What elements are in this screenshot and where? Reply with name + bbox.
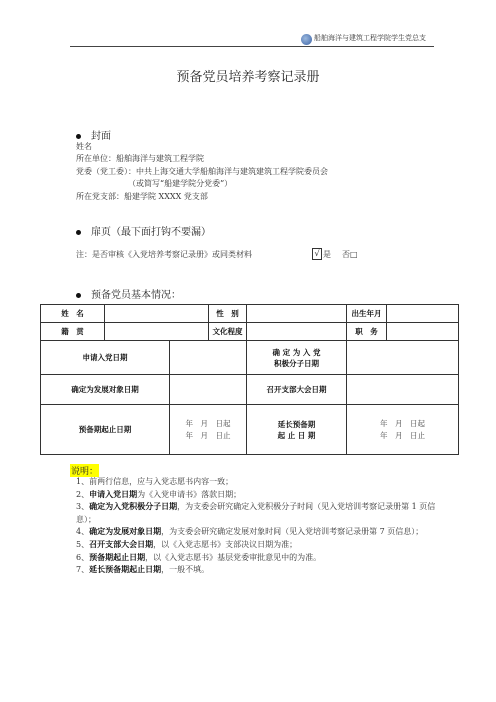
branch-meeting-date-label: 召开支部大会日期 bbox=[247, 375, 347, 405]
ext-start-date: 年 月 日起 bbox=[380, 418, 425, 428]
name-label: 姓 名 bbox=[41, 305, 105, 323]
note-item: 4、确定为发展对象日期，为支委会研究确定发展对象时间（见入党培训考察记录册第 7 页信息）； bbox=[76, 527, 424, 537]
cover-branch: 所在党支部：船建学院 XXXX 党支部 bbox=[76, 192, 208, 201]
school-logo-icon bbox=[301, 34, 312, 45]
birth-label: 出生年月 bbox=[347, 305, 387, 323]
name-value[interactable] bbox=[105, 305, 209, 323]
gender-value[interactable] bbox=[247, 305, 347, 323]
ext-period-label-line2: 起 止 日 期 bbox=[277, 430, 316, 440]
bullet-icon bbox=[76, 230, 81, 235]
section-cover-heading: 封面 bbox=[91, 131, 111, 142]
prob-start-date: 年 月 日起 bbox=[185, 418, 231, 428]
branch-meeting-date-value[interactable] bbox=[347, 375, 459, 405]
note-item: 5、召开支部大会日期，以《入党志愿书》支部决议日期为准； bbox=[76, 539, 298, 549]
prob-end-date: 年 月 日止 bbox=[185, 430, 231, 440]
yes-checkbox[interactable] bbox=[312, 248, 322, 260]
header-rule bbox=[70, 46, 434, 47]
native-value[interactable] bbox=[105, 323, 209, 341]
activist-date-value[interactable] bbox=[347, 341, 459, 375]
ext-end-date: 年 月 日止 bbox=[380, 430, 425, 440]
education-value[interactable] bbox=[247, 323, 347, 341]
position-value[interactable] bbox=[387, 323, 459, 341]
page-title: 预备党员培养考察记录册 bbox=[176, 70, 320, 85]
flyleaf-note: 注：是否审核《入党培养考察记录册》或同类材料 bbox=[76, 250, 252, 259]
note-item: 2、申请入党日期为《入党申请书》落款日期； bbox=[76, 489, 242, 499]
gender-label: 性 别 bbox=[209, 305, 247, 323]
section-basic bbox=[76, 286, 181, 301]
native-label: 籍 贯 bbox=[41, 323, 105, 341]
activist-date-label-line1: 确 定 为 入 党 bbox=[272, 347, 321, 357]
prob-period-value[interactable] bbox=[170, 405, 247, 455]
ext-period-label bbox=[247, 405, 347, 455]
education-label: 文化程度 bbox=[209, 323, 247, 341]
notes-list bbox=[76, 476, 436, 577]
basic-info-table bbox=[40, 304, 459, 455]
cover-unit: 所在单位：船舶海洋与建筑工程学院 bbox=[76, 154, 204, 163]
dev-target-date-label: 确定为发展对象日期 bbox=[41, 375, 170, 405]
cover-committee-abbr: （或简写“船建学院分党委”） bbox=[128, 179, 233, 188]
apply-date-label: 申请入党日期 bbox=[41, 341, 170, 375]
note-item: 6、预备期起止日期，以《入党志愿书》基层党委审批意见中的为准。 bbox=[76, 552, 322, 562]
notes-title: 说明： bbox=[70, 464, 99, 477]
bullet-icon bbox=[76, 134, 81, 139]
apply-date-value[interactable] bbox=[170, 341, 247, 375]
header-org: 船舶海洋与建筑工程学院学生党总支 bbox=[314, 34, 426, 42]
section-basic-heading: 预备党员基本情况： bbox=[91, 290, 181, 301]
ext-period-value[interactable] bbox=[347, 405, 459, 455]
no-option: 否□ bbox=[342, 250, 358, 259]
ext-period-label-line1: 延长预备期 bbox=[277, 419, 316, 429]
section-flyleaf-heading: 扉页（最下面打钩不要漏） bbox=[91, 227, 211, 238]
position-label: 职 务 bbox=[347, 323, 387, 341]
check-mark-icon: √ bbox=[314, 249, 320, 258]
note-item: 7、延长预备期起止日期，一般不填。 bbox=[76, 565, 210, 575]
birth-value[interactable] bbox=[387, 305, 459, 323]
dev-target-date-value[interactable] bbox=[170, 375, 247, 405]
cover-name-label: 姓名 bbox=[76, 142, 92, 151]
activist-date-label-line2: 积极分子日期 bbox=[274, 358, 319, 368]
activist-date-label bbox=[247, 341, 347, 375]
cover-committee: 党委（党工委）：中共上海交通大学船舶海洋与建筑建筑工程学院委员会 bbox=[76, 167, 328, 176]
note-item: 3、确定为入党积极分子日期，为支委会研究确定入党积极分子时间（见入党培训考察记录册第 1 页信息）； bbox=[76, 502, 436, 524]
section-cover bbox=[76, 127, 111, 142]
prob-period-label: 预备期起止日期 bbox=[41, 405, 170, 455]
section-flyleaf bbox=[76, 223, 211, 238]
bullet-icon bbox=[76, 293, 81, 298]
note-item: 1、前两行信息，应与入党志愿书内容一致； bbox=[76, 477, 234, 486]
yes-label: 是 bbox=[323, 250, 331, 259]
